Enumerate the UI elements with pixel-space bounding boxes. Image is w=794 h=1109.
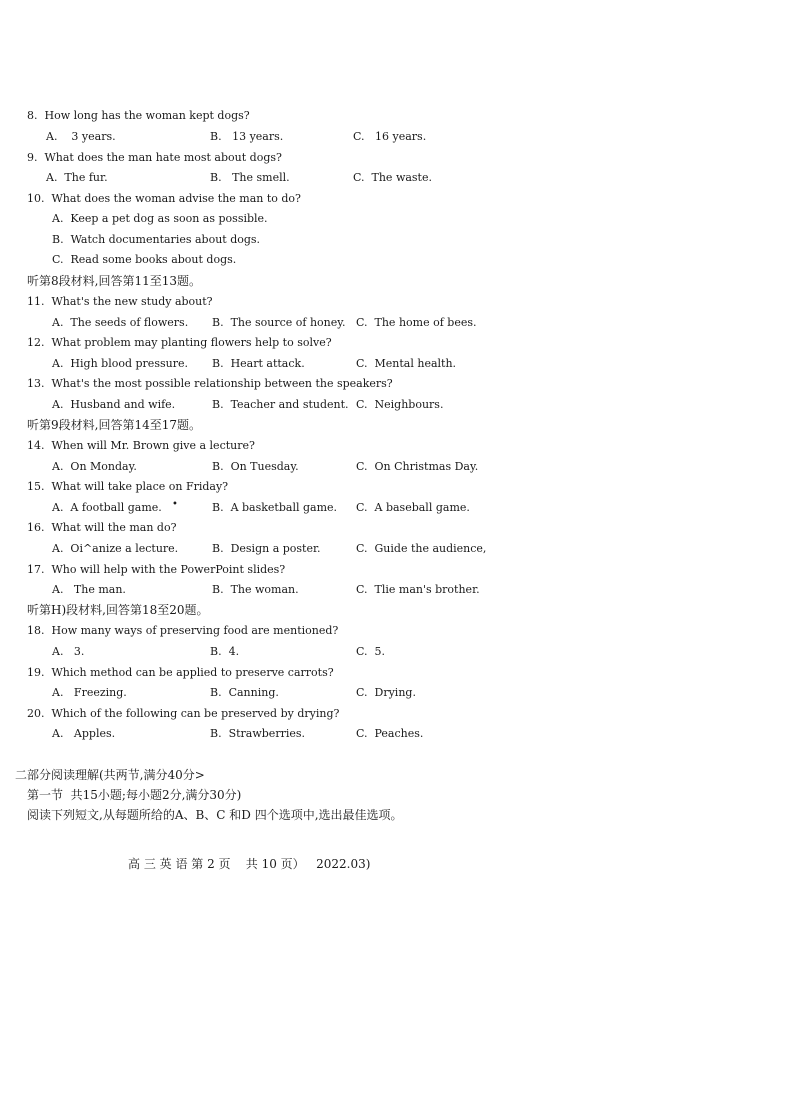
question-18-option-a: A. 3. <box>52 645 85 658</box>
question-12-option-c: C. Mental health. <box>356 357 457 370</box>
question-10-option-a: A. Keep a pet dog as soon as possible. <box>52 212 268 225</box>
question-12-option-a: A. High blood pressure. <box>52 357 188 370</box>
question-12-option-b: B. Heart attack. <box>212 357 305 370</box>
question-14-option-a: A. On Monday. <box>52 460 137 473</box>
question-11-option-c: C. The home of bees. <box>356 316 477 329</box>
question-16-option-b: B. Design a poster. <box>212 542 321 555</box>
question-15-option-b: B. A basketball game. <box>212 501 338 514</box>
question-15-option-a: A. A football game. <box>52 501 162 514</box>
part-two-subtitle: 第一节 共15小题;每小题2分,满分30分) <box>27 788 242 802</box>
question-11-option-b: B. The source of honey. <box>212 316 346 329</box>
question-19-option-b: B. Canning. <box>210 686 279 699</box>
question-8-option-b: B. 13 years. <box>210 130 284 143</box>
question-20-stem: 20. Which of the following can be preserved by drying? <box>27 707 340 720</box>
question-20-option-c: C. Peaches. <box>356 727 424 740</box>
question-9-option-b: B. The smell. <box>210 171 290 184</box>
section-header-8: 听第8段材料,回答第11至13题。 <box>27 274 201 288</box>
question-17-stem: 17. Who will help with the PowerPoint slides? <box>27 563 286 576</box>
question-12-stem: 12. What problem may planting flowers help to solve? <box>27 336 332 349</box>
part-two-instruction: 阅读下列短文,从每题所给的A、B、C 和D 四个选项中,选出最佳选项。 <box>27 808 403 822</box>
question-17-option-b: B. The woman. <box>212 583 299 596</box>
question-8-stem: 8. How long has the woman kept dogs? <box>27 109 250 122</box>
question-15-stem: 15. What will take place on Friday? <box>27 480 229 493</box>
question-14-option-b: B. On Tuesday. <box>212 460 299 473</box>
question-14-stem: 14. When will Mr. Brown give a lecture? <box>27 439 255 452</box>
question-9-stem: 9. What does the man hate most about dogs? <box>27 151 282 164</box>
question-16-option-a: A. Oi^anize a lecture. <box>52 542 179 555</box>
question-11-stem: 11. What's the new study about? <box>27 295 213 308</box>
page-footer: 高 三 英 语 第 2 页 共 10 页） 2022.03) <box>128 857 371 871</box>
question-17-option-a: A. The man. <box>52 583 126 596</box>
question-18-option-b: B. 4. <box>210 645 240 658</box>
question-18-option-c: C. 5. <box>356 645 386 658</box>
question-10-stem: 10. What does the woman advise the man to do? <box>27 192 301 205</box>
section-header-9: 听第9段材料,回答第14至17题。 <box>27 418 201 432</box>
question-13-option-a: A. Husband and wife. <box>52 398 176 411</box>
question-13-option-b: B. Teacher and student. <box>212 398 349 411</box>
question-16-option-c: C. Guide the audience, <box>356 542 487 555</box>
question-10-option-c: C. Read some books about dogs. <box>52 253 237 266</box>
question-9-option-c: C. The waste. <box>353 171 432 184</box>
question-19-option-a: A. Freezing. <box>52 686 127 699</box>
question-18-stem: 18. How many ways of preserving food are mentioned? <box>27 624 339 637</box>
question-10-option-b: B. Watch documentaries about dogs. <box>52 233 261 246</box>
question-11-option-a: A. The seeds of flowers. <box>52 316 189 329</box>
question-8-option-a: A. 3 years. <box>46 130 116 143</box>
question-13-option-c: C. Neighbours. <box>356 398 444 411</box>
question-20-option-a: A. Apples. <box>52 727 116 740</box>
stray-mark: • <box>172 499 178 510</box>
section-header-10: 听第H)段材料,回答第18至20题。 <box>27 603 209 617</box>
question-9-option-a: A. The fur. <box>46 171 108 184</box>
question-13-stem: 13. What's the most possible relationship between the speakers? <box>27 377 393 390</box>
question-15-option-c: C. A baseball game. <box>356 501 470 514</box>
part-two-title: 二部分阅读理解(共两节,满分40分> <box>15 768 205 782</box>
question-14-option-c: C. On Christmas Day. <box>356 460 479 473</box>
question-16-stem: 16. What will the man do? <box>27 521 177 534</box>
question-19-option-c: C. Drying. <box>356 686 416 699</box>
question-20-option-b: B. Strawberries. <box>210 727 305 740</box>
question-17-option-c: C. Tlie man's brother. <box>356 583 480 596</box>
question-8-option-c: C. 16 years. <box>353 130 427 143</box>
question-19-stem: 19. Which method can be applied to preserve carrots? <box>27 666 334 679</box>
